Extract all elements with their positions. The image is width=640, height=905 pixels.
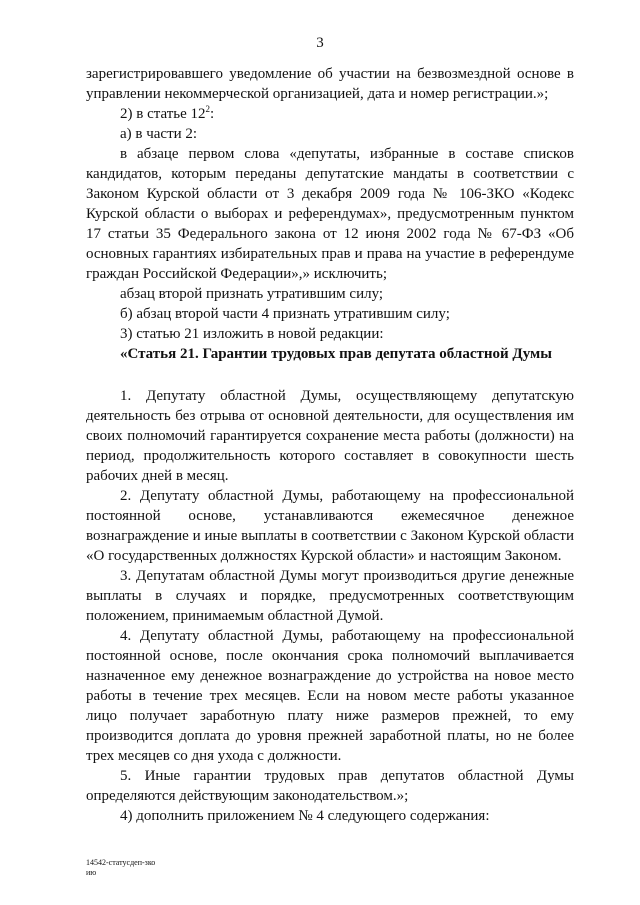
paragraph-7: 3) статью 21 изложить в новой редакции: — [120, 326, 384, 342]
article-paragraph-1: 1. Депутату областной Думы, осуществляющему депутатскую деятельность без отрыва от основной деятельности, для осуществления им своих полномочий гарантируется сохранение места работы (должности) на период, продолжительность которого составляет в совокупности шесть рабочих дней в месяц. — [86, 388, 574, 484]
paragraph-5: абзац второй признать утратившим силу; — [120, 286, 384, 302]
paragraph-final: 4) дополнить приложением № 4 следующего содержания: — [120, 808, 490, 824]
article-heading: «Статья 21. Гарантии трудовых прав депутата областной Думы — [120, 346, 552, 362]
article-paragraph-2: 2. Депутату областной Думы, работающему на профессиональной постоянной основе, устанавливаются ежемесячное денежное вознаграждение и иные выплаты в соответствии с Законом Курской области «О государственных должностях Курской области» и настоящим Законом. — [86, 488, 574, 564]
paragraph-6: б) абзац второй части 4 признать утратившим силу; — [120, 306, 450, 322]
paragraph-3: а) в части 2: — [120, 126, 198, 142]
spacer — [86, 364, 574, 386]
paragraph-2-text: 2) в статье 12 — [120, 106, 206, 122]
footer-reference: 14542-статусдеп-зко ию — [86, 858, 156, 877]
paragraph-4: в абзаце первом слова «депутаты, избранные в составе списков кандидатов, которым переданы депутатские мандаты в соответствии с Законом Курской области от 3 декабря 2009 года № 106-ЗКО «Кодекс Курской области о выборах и референдумах», предусмотренным пунктом 17 статьи 35 Федерального закона от 12 июня 2002 года № 67-ФЗ «Об основных гарантиях избирательных прав и права на участие в референдуме граждан Российской Федерации»,» исключить; — [86, 146, 574, 282]
document-body — [86, 64, 574, 826]
article-paragraph-5: 5. Иные гарантии трудовых прав депутатов областной Думы определяются действующим законодательством.»; — [86, 768, 574, 804]
paragraph-1: зарегистрировавшего уведомление об участии на безвозмездной основе в управлении некоммерческой организацией, дата и номер регистрации.»; — [86, 66, 574, 102]
paragraph-2-tail: : — [210, 106, 215, 122]
page-number: 3 — [316, 35, 324, 51]
paragraph-2 — [86, 104, 574, 124]
article-paragraph-4: 4. Депутату областной Думы, работающему на профессиональной постоянной основе, после окончания срока полномочий выплачивается назначенное ему денежное вознаграждение до устройства на новое место работы в течение трех месяцев. Если на новом месте работы указанное лицо получает заработную плату ниже размеров прежней, то ему производится доплата до уровня прежней заработной платы, но не более трех месяцев со дня ухода с должности. — [86, 628, 574, 764]
article-paragraph-3: 3. Депутатам областной Думы могут производиться другие денежные выплаты в случаях и порядке, предусмотренных соответствующим положением, принимаемым областной Думой. — [86, 568, 574, 624]
paragraph-2-superscript: 2 — [205, 104, 211, 114]
